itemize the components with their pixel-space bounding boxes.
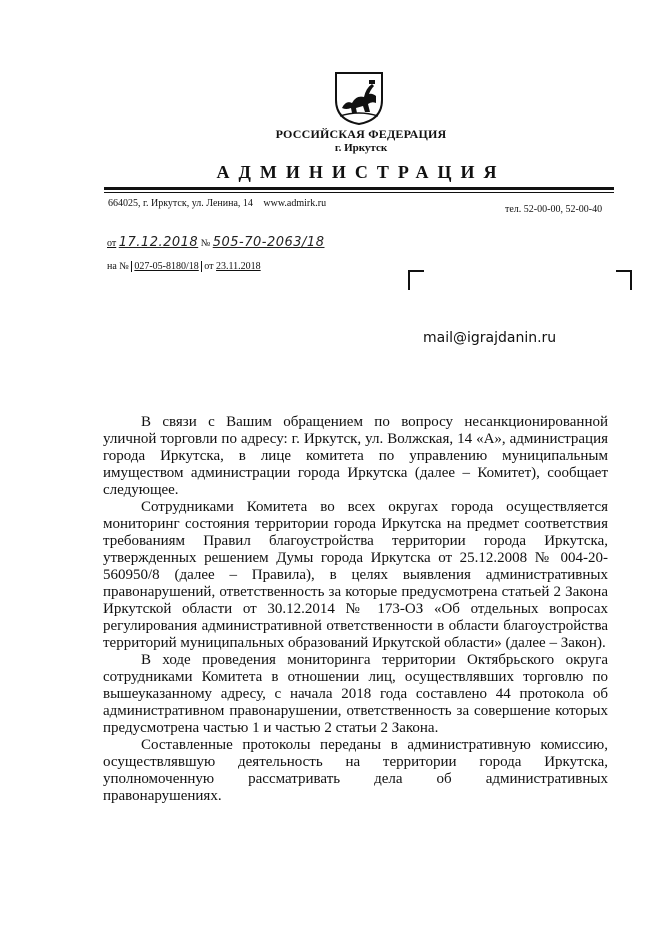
ref-from-label: от — [204, 261, 214, 272]
header-divider-thick — [104, 187, 614, 190]
number-label: № — [200, 238, 211, 249]
organization-title: АДМИНИСТРАЦИЯ — [216, 162, 506, 182]
website: www.admirk.ru — [263, 198, 327, 209]
paragraph: В ходе проведения мониторинга территории Октябрьского округа сотрудниками Комитета в отношении лиц, осуществлявших торговлю по вышеуказанному адресу, с начала 2018 года составлено 44 протокола об административном правонарушении, ответственность за совершение которых предусмотрена частью 1 и частью 2 статьи 2 Закона. — [103, 652, 608, 736]
recipient-email: mail@igrajdanin.ru — [423, 330, 557, 346]
address-corner-left — [408, 270, 424, 290]
header-divider-thin — [104, 192, 614, 193]
address-line — [108, 198, 334, 209]
paragraph: Составленные протоколы переданы в административную комиссию, осуществлявшую деятельность на территории города Иркутска, уполномоченную рассматривать дела об административных правонарушениях. — [103, 737, 608, 804]
country-name: РОССИЙСКАЯ ФЕДЕРАЦИЯ — [275, 127, 447, 141]
outgoing-date: 17.12.2018 — [118, 235, 199, 250]
ref-label: на № — [107, 261, 129, 272]
outgoing-number: 505-70-2063/18 — [212, 235, 325, 250]
letter-body — [103, 414, 608, 805]
phone-numbers: тел. 52-00-00, 52-00-40 — [505, 204, 603, 215]
address-corner-right — [616, 270, 632, 290]
from-label: от — [107, 238, 117, 249]
city-name: г. Иркутск — [334, 142, 388, 154]
postal-address: 664025, г. Иркутск, ул. Ленина, 14 — [108, 198, 253, 209]
ref-number: 027-05-8180/18 — [131, 261, 201, 272]
paragraph: Сотрудниками Комитета во всех округах города осуществляется мониторинг состояния территории города Иркутска на предмет соответствия требованиям Правил благоустройства территории города Иркутска, утвержденных решением Думы города Иркутска от 25.12.2008 № 004-20-560950/8 (далее – Правила), в целях выявления административных правонарушений, ответственность за которые предусмотрена статьей 2 Закона Иркутской области от 30.12.2014 № 173-ОЗ «Об отдельных вопросах регулирования административной ответственности в области благоустройства территорий муниципальных образований Иркутской области» (далее – Закон). — [103, 499, 608, 651]
paragraph: В связи с Вашим обращением по вопросу несанкционированной уличной торговли по адресу: г. Иркутск, ул. Волжская, 14 «А», администрация города Иркутска, в лице комитета по управлению муниципальным имуществом администрации города Иркутска (далее – Комитет), сообщает следующее. — [103, 414, 608, 498]
coat-of-arms-emblem — [332, 70, 386, 126]
outgoing-registration — [107, 235, 324, 250]
ref-date: 23.11.2018 — [216, 261, 261, 272]
incoming-reference — [107, 261, 261, 272]
